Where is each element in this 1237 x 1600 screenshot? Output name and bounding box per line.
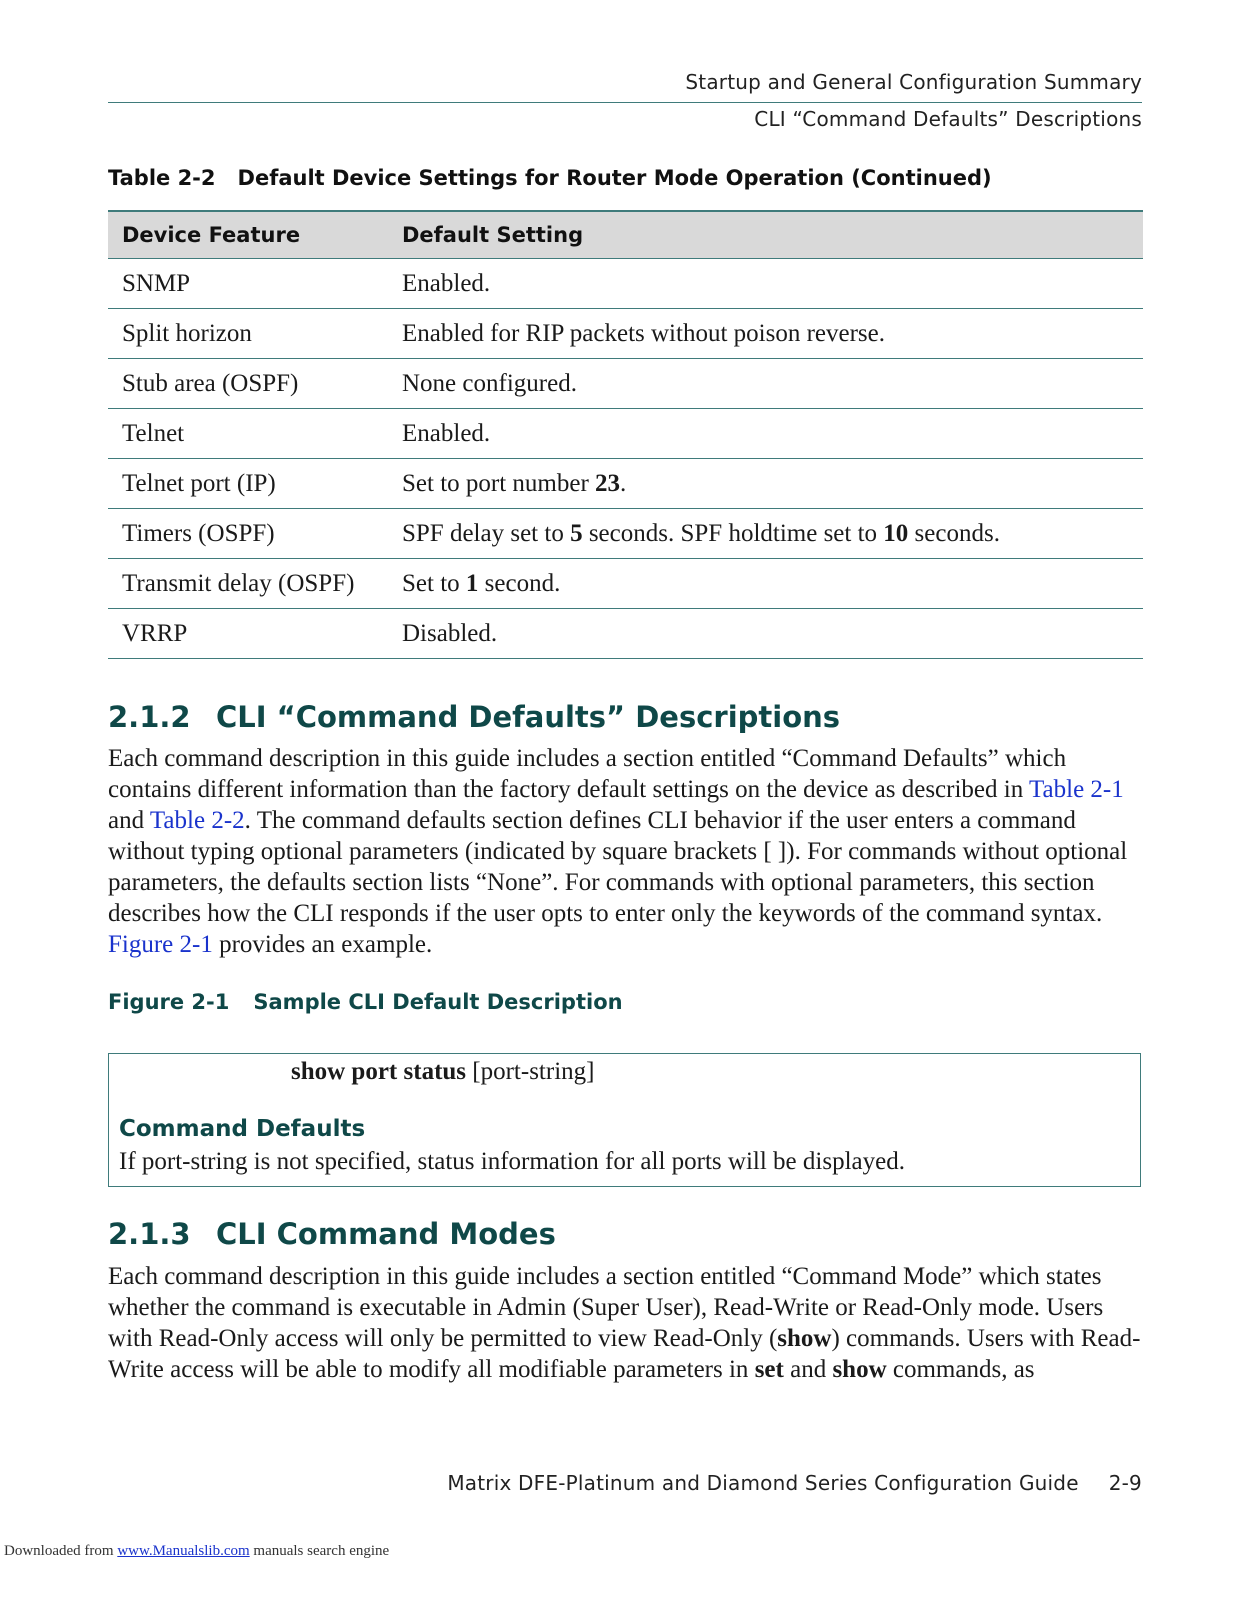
text-run: . The command defaults section defines CLI behavior if the user enters a command without typing optional parameters (indicated by square brackets [ ]). For commands without optional parameters, the defaults section lists “None”. For commands with optional parameters, this section describes how the CLI responds if the user opts to enter only the keywords of the command syntax. xyxy=(108,807,1128,927)
command-syntax-keywords: show port status xyxy=(291,1058,467,1085)
section-2-1-2-paragraph xyxy=(108,743,1148,960)
text-run: and xyxy=(108,807,150,834)
text-run: None configured. xyxy=(402,369,577,397)
command-syntax xyxy=(291,1058,594,1086)
table-row xyxy=(108,509,1143,559)
feature-cell: SNMP xyxy=(108,259,388,309)
setting-cell xyxy=(388,609,1143,659)
text-run: . xyxy=(620,469,627,497)
table-header-row xyxy=(108,211,1143,259)
text-run: seconds. SPF holdtime set to xyxy=(582,519,884,547)
setting-cell xyxy=(388,359,1143,409)
feature-cell: Split horizon xyxy=(108,309,388,359)
figure-box xyxy=(108,1053,1141,1187)
header-rule xyxy=(108,102,1142,103)
text-run: Enabled. xyxy=(402,419,491,447)
figure-caption-title: Sample CLI Default Description xyxy=(253,990,623,1014)
command-syntax-params: [port-string] xyxy=(466,1058,595,1085)
running-header-section: CLI “Command Defaults” Descriptions xyxy=(754,107,1142,131)
text-run: Set to xyxy=(402,569,466,597)
text-run: Set to port number xyxy=(402,469,596,497)
table-row xyxy=(108,309,1143,359)
column-header-feature: Device Feature xyxy=(108,211,388,259)
text-run: seconds. xyxy=(908,519,1000,547)
running-header-chapter: Startup and General Configuration Summary xyxy=(685,70,1142,94)
download-suffix: manuals search engine xyxy=(249,1543,390,1559)
table-row xyxy=(108,259,1143,309)
section-heading-2-1-2 xyxy=(108,700,840,734)
section-number: 2.1.3 xyxy=(108,1217,191,1251)
setting-cell xyxy=(388,559,1143,609)
bold-text: show xyxy=(777,1325,832,1352)
text-run: Enabled for RIP packets without poison reverse. xyxy=(402,319,885,347)
text-run: Disabled. xyxy=(402,619,498,647)
text-run: and xyxy=(783,1356,833,1383)
column-header-setting: Default Setting xyxy=(388,211,1143,259)
figure-caption xyxy=(108,990,623,1014)
text-run: Each command description in this guide includes a section entitled “Command Mode” which states whether the command is executable in Admin (Super User), Read-Write or Read-Only mode. Users with Read-Only access will only be permitted to view Read-Only ( xyxy=(108,1263,1104,1352)
bold-text: show xyxy=(832,1356,887,1383)
feature-cell: Stub area (OSPF) xyxy=(108,359,388,409)
table-body xyxy=(108,259,1143,659)
default-settings-table xyxy=(108,210,1143,659)
table-caption xyxy=(108,166,992,190)
table-row xyxy=(108,459,1143,509)
bold-text: 5 xyxy=(570,519,583,547)
section-2-1-3-paragraph xyxy=(108,1261,1148,1385)
feature-cell: VRRP xyxy=(108,609,388,659)
download-prefix: Downloaded from xyxy=(4,1543,118,1559)
download-notice xyxy=(4,1543,389,1560)
command-defaults-text: If port-string is not specified, status information for all ports will be displayed. xyxy=(119,1148,905,1175)
section-number: 2.1.2 xyxy=(108,700,191,734)
feature-cell: Telnet xyxy=(108,409,388,459)
manualslib-link[interactable]: www.Manualslib.com xyxy=(117,1543,250,1559)
setting-cell xyxy=(388,459,1143,509)
table-row xyxy=(108,559,1143,609)
table-caption-number: Table 2-2 xyxy=(108,166,216,190)
setting-cell xyxy=(388,409,1143,459)
text-run: commands, as xyxy=(886,1356,1035,1383)
cross-reference-link[interactable]: Table 2-1 xyxy=(1029,776,1124,803)
setting-cell xyxy=(388,309,1143,359)
section-heading-2-1-3 xyxy=(108,1217,556,1251)
figure-caption-number: Figure 2-1 xyxy=(108,990,230,1014)
page-number: 2-9 xyxy=(1108,1471,1142,1495)
feature-cell: Timers (OSPF) xyxy=(108,509,388,559)
table-row xyxy=(108,609,1143,659)
text-run: ) commands. Users with Read-Write access will be able to modify all modifiable parameters in xyxy=(108,1325,1141,1383)
setting-cell xyxy=(388,509,1143,559)
bold-text: 1 xyxy=(465,569,479,597)
table-row xyxy=(108,359,1143,409)
bold-text: set xyxy=(754,1356,784,1383)
section-title: CLI “Command Defaults” Descriptions xyxy=(216,700,841,734)
text-run: second. xyxy=(478,569,561,597)
footer-guide-title: Matrix DFE-Platinum and Diamond Series Configuration Guide xyxy=(447,1471,1079,1495)
feature-cell: Telnet port (IP) xyxy=(108,459,388,509)
table-caption-title: Default Device Settings for Router Mode Operation (Continued) xyxy=(237,166,992,190)
section-title: CLI Command Modes xyxy=(216,1217,556,1251)
feature-cell: Transmit delay (OSPF) xyxy=(108,559,388,609)
setting-cell xyxy=(388,259,1143,309)
table-row xyxy=(108,409,1143,459)
text-run: Each command description in this guide includes a section entitled “Command Defaults” which contains different information than the factory default settings on the device as described in xyxy=(108,745,1067,803)
text-run: SPF delay set to xyxy=(402,519,571,547)
text-run: provides an example. xyxy=(212,931,433,958)
page-footer xyxy=(447,1471,1142,1495)
command-defaults-heading: Command Defaults xyxy=(119,1116,366,1142)
text-run: Enabled. xyxy=(402,269,491,297)
bold-text: 10 xyxy=(883,519,909,547)
cross-reference-link[interactable]: Table 2-2 xyxy=(149,807,245,834)
cross-reference-link[interactable]: Figure 2-1 xyxy=(108,931,213,958)
bold-text: 23 xyxy=(595,469,621,497)
